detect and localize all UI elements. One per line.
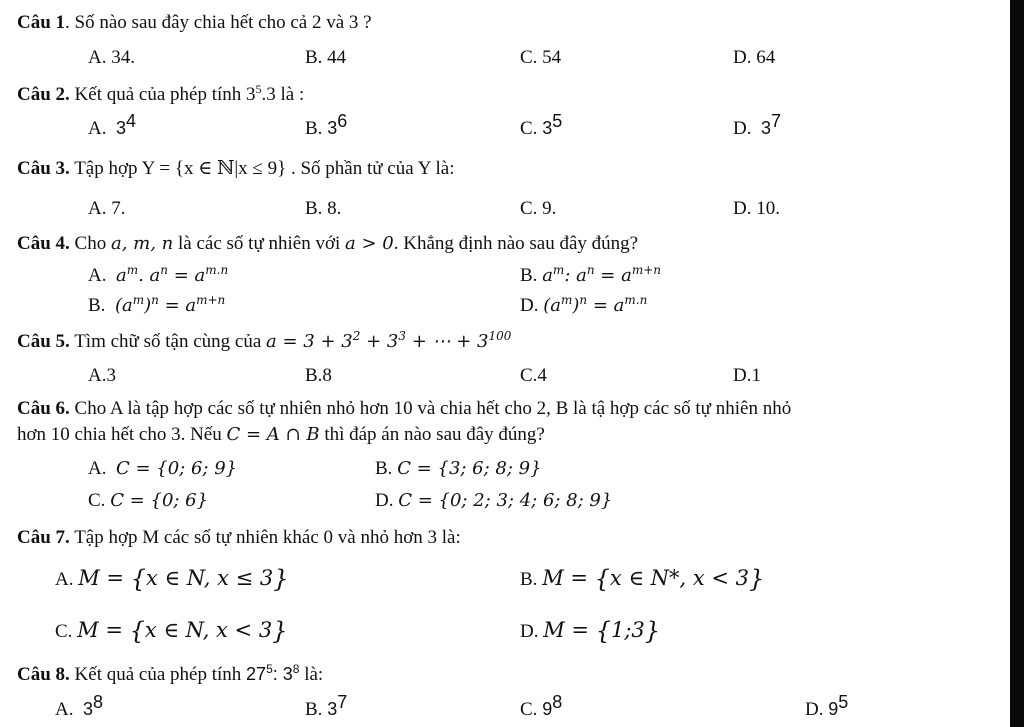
q8-d-label: D. xyxy=(805,699,824,720)
q4-option-a: A. $a^m$. $a^n = a^{m.n}$ xyxy=(88,263,229,286)
question-4-vars: a, m, n xyxy=(110,233,174,254)
q7-c-expr: x ∈ N, x < 3 xyxy=(144,618,273,642)
question-4-text-3: . Khẳng định nào sau đây đúng? xyxy=(393,233,639,254)
q2-a-base: 3 xyxy=(115,118,126,138)
question-2-text: Kết quả của phép tính 3 xyxy=(69,84,256,105)
q2-d-base: 3 xyxy=(760,118,771,138)
q1-option-b: B. 44 xyxy=(305,47,347,68)
q2-d-exp: 7 xyxy=(771,111,782,131)
q7-d-label: D. xyxy=(520,621,539,642)
question-6-label: Câu 6. xyxy=(17,398,70,419)
q4-option-c: B. $(a^m)^n = a^{m+n}$ xyxy=(88,293,226,316)
q3-option-a: A. 7. xyxy=(88,198,126,219)
q4-option-b: B. $a^m$: $a^n = a^{m+n}$ xyxy=(520,263,662,286)
q5-option-c: C.4 xyxy=(520,365,547,386)
question-8-label: Câu 8. xyxy=(17,664,70,685)
question-6 xyxy=(17,398,791,420)
question-2-text-end: .3 là : xyxy=(261,84,305,105)
question-1 xyxy=(17,12,372,34)
q2-option-a xyxy=(88,111,137,140)
q2-b-label: B. xyxy=(305,118,323,139)
question-4-cond: a > 0 xyxy=(345,233,394,254)
question-6-text-2b: thì đáp án nào sau đây đúng? xyxy=(319,424,545,445)
q7-a-expr: x ∈ N, x ≤ 3 xyxy=(145,566,274,590)
q4-option-d: D. $(a^m)^n = a^{m.n}$ xyxy=(520,293,648,316)
q3-option-d: D. 10. xyxy=(733,198,780,219)
q2-option-d xyxy=(733,111,782,140)
q2-a-exp: 4 xyxy=(126,111,137,131)
q6-option-c xyxy=(88,490,208,512)
q4-d-label: D. xyxy=(520,295,539,316)
q7-c-label: C. xyxy=(55,621,73,642)
q5-option-b: B.8 xyxy=(305,365,332,386)
q8-a-label: A. xyxy=(55,699,74,720)
q8-c-exp: 8 xyxy=(552,692,563,712)
question-5-text: Tìm chữ số tận cùng của xyxy=(69,331,267,352)
question-6-text-2a: hơn 10 chia hết cho 3. Nếu xyxy=(17,424,227,445)
question-3-text-end: . Số phần tử của Y là: xyxy=(286,158,455,179)
q6-d-expr: C = {0; 2; 3; 4; 6; 8; 9} xyxy=(398,490,613,511)
question-7 xyxy=(17,527,461,549)
q6-a-label: A. xyxy=(88,458,107,479)
question-8-text: Kết quả của phép tính xyxy=(69,664,247,685)
question-3-set: Y = {x ∈ ℕ|x ≤ 9} xyxy=(141,158,287,179)
question-4-text-2: là các số tự nhiên với xyxy=(173,233,346,254)
question-6-text-1: Cho A là tập hợp các số tự nhiên nhỏ hơn 10 và chia hết cho 2, B là tậ hợp các số tự nhiên nhỏ xyxy=(69,398,792,419)
q6-c-expr: C = {0; 6} xyxy=(110,490,209,511)
question-3 xyxy=(17,157,454,180)
q8-b-base: 3 xyxy=(327,699,338,719)
question-6-line-2 xyxy=(17,424,545,446)
q6-b-label: B. xyxy=(375,458,393,479)
q5-option-a: A.3 xyxy=(88,365,116,386)
question-4 xyxy=(17,233,638,255)
q2-d-label: D. xyxy=(733,118,752,139)
q8-c-label: C. xyxy=(520,699,538,720)
q2-c-exp: 5 xyxy=(552,111,563,131)
q1-option-d: D. 64 xyxy=(733,47,776,68)
q1-option-a: A. 34. xyxy=(88,47,135,68)
q4-c-label: B. xyxy=(88,295,106,316)
q2-option-b xyxy=(305,111,348,140)
question-8-text-end: là: xyxy=(299,664,324,685)
q7-option-c: C. M = {x ∈ N, x < 3} xyxy=(55,617,288,645)
question-7-text: Tập hợp M các số tự nhiên khác 0 và nhỏ hơn 3 là: xyxy=(69,527,461,548)
q7-option-d: D. M = {1;3} xyxy=(520,617,661,645)
question-4-label: Câu 4. xyxy=(17,233,70,254)
q6-option-b xyxy=(375,458,542,480)
q7-option-a: A. M = {x ∈ N, x ≤ 3} xyxy=(55,565,289,593)
q7-option-b: B. M = {x ∈ N*, x < 3} xyxy=(520,565,765,593)
q4-b-label: B. xyxy=(520,265,538,286)
q3-option-c: C. 9. xyxy=(520,198,557,219)
question-2-exp: 5 xyxy=(255,82,262,96)
question-1-label: Câu 1 xyxy=(17,12,66,33)
question-5 xyxy=(17,331,511,353)
question-2-label: Câu 2. xyxy=(17,84,70,105)
q8-option-a xyxy=(55,692,104,721)
q8-a-base: 3 xyxy=(82,699,93,719)
question-2 xyxy=(17,84,304,106)
q7-b-label: B. xyxy=(520,569,538,590)
q8-d-exp: 5 xyxy=(838,692,849,712)
q7-b-expr: x ∈ N*, x < 3 xyxy=(609,566,750,590)
question-8 xyxy=(17,664,323,686)
q6-option-a xyxy=(88,458,237,480)
question-3-text: Tập hợp xyxy=(69,158,142,179)
q8-option-b xyxy=(305,692,348,721)
q2-c-label: C. xyxy=(520,118,538,139)
right-dark-edge xyxy=(1010,0,1024,727)
q6-d-label: D. xyxy=(375,490,394,511)
q2-option-c xyxy=(520,111,563,140)
question-8-expr: $27^5$: $3^8$ xyxy=(246,662,300,684)
q5-option-d: D.1 xyxy=(733,365,761,386)
q2-a-label: A. xyxy=(88,118,107,139)
q8-b-exp: 7 xyxy=(337,692,348,712)
q2-b-base: 3 xyxy=(327,118,338,138)
question-1-text: . Số nào sau đây chia hết cho cả 2 và 3 ? xyxy=(65,12,372,33)
q6-c-label: C. xyxy=(88,490,106,511)
q1-option-c: C. 54 xyxy=(520,47,562,68)
q8-c-base: 9 xyxy=(542,699,553,719)
question-6-expr: C = A ∩ B xyxy=(226,424,320,445)
q4-a-label: A. xyxy=(88,265,107,286)
question-3-label: Câu 3. xyxy=(17,158,70,179)
q2-b-exp: 6 xyxy=(337,111,348,131)
question-4-text-1: Cho xyxy=(69,233,111,254)
q6-option-d xyxy=(375,490,612,512)
q8-option-c xyxy=(520,692,563,721)
q7-a-label: A. xyxy=(55,569,74,590)
q8-d-base: 9 xyxy=(828,699,839,719)
q3-option-b: B. 8. xyxy=(305,198,342,219)
question-7-label: Câu 7. xyxy=(17,527,70,548)
q7-d-expr: 1;3 xyxy=(610,618,645,642)
q8-b-label: B. xyxy=(305,699,323,720)
q8-option-d xyxy=(805,692,849,721)
q6-a-expr: C = {0; 6; 9} xyxy=(115,458,238,479)
q2-c-base: 3 xyxy=(542,118,553,138)
question-5-label: Câu 5. xyxy=(17,331,70,352)
q6-b-expr: C = {3; 6; 8; 9} xyxy=(397,458,542,479)
question-5-expr: $a = 3 + 3^2 + 3^3$ + ⋯ + $3^{100}$ xyxy=(266,329,512,352)
q8-a-exp: 8 xyxy=(93,692,104,712)
